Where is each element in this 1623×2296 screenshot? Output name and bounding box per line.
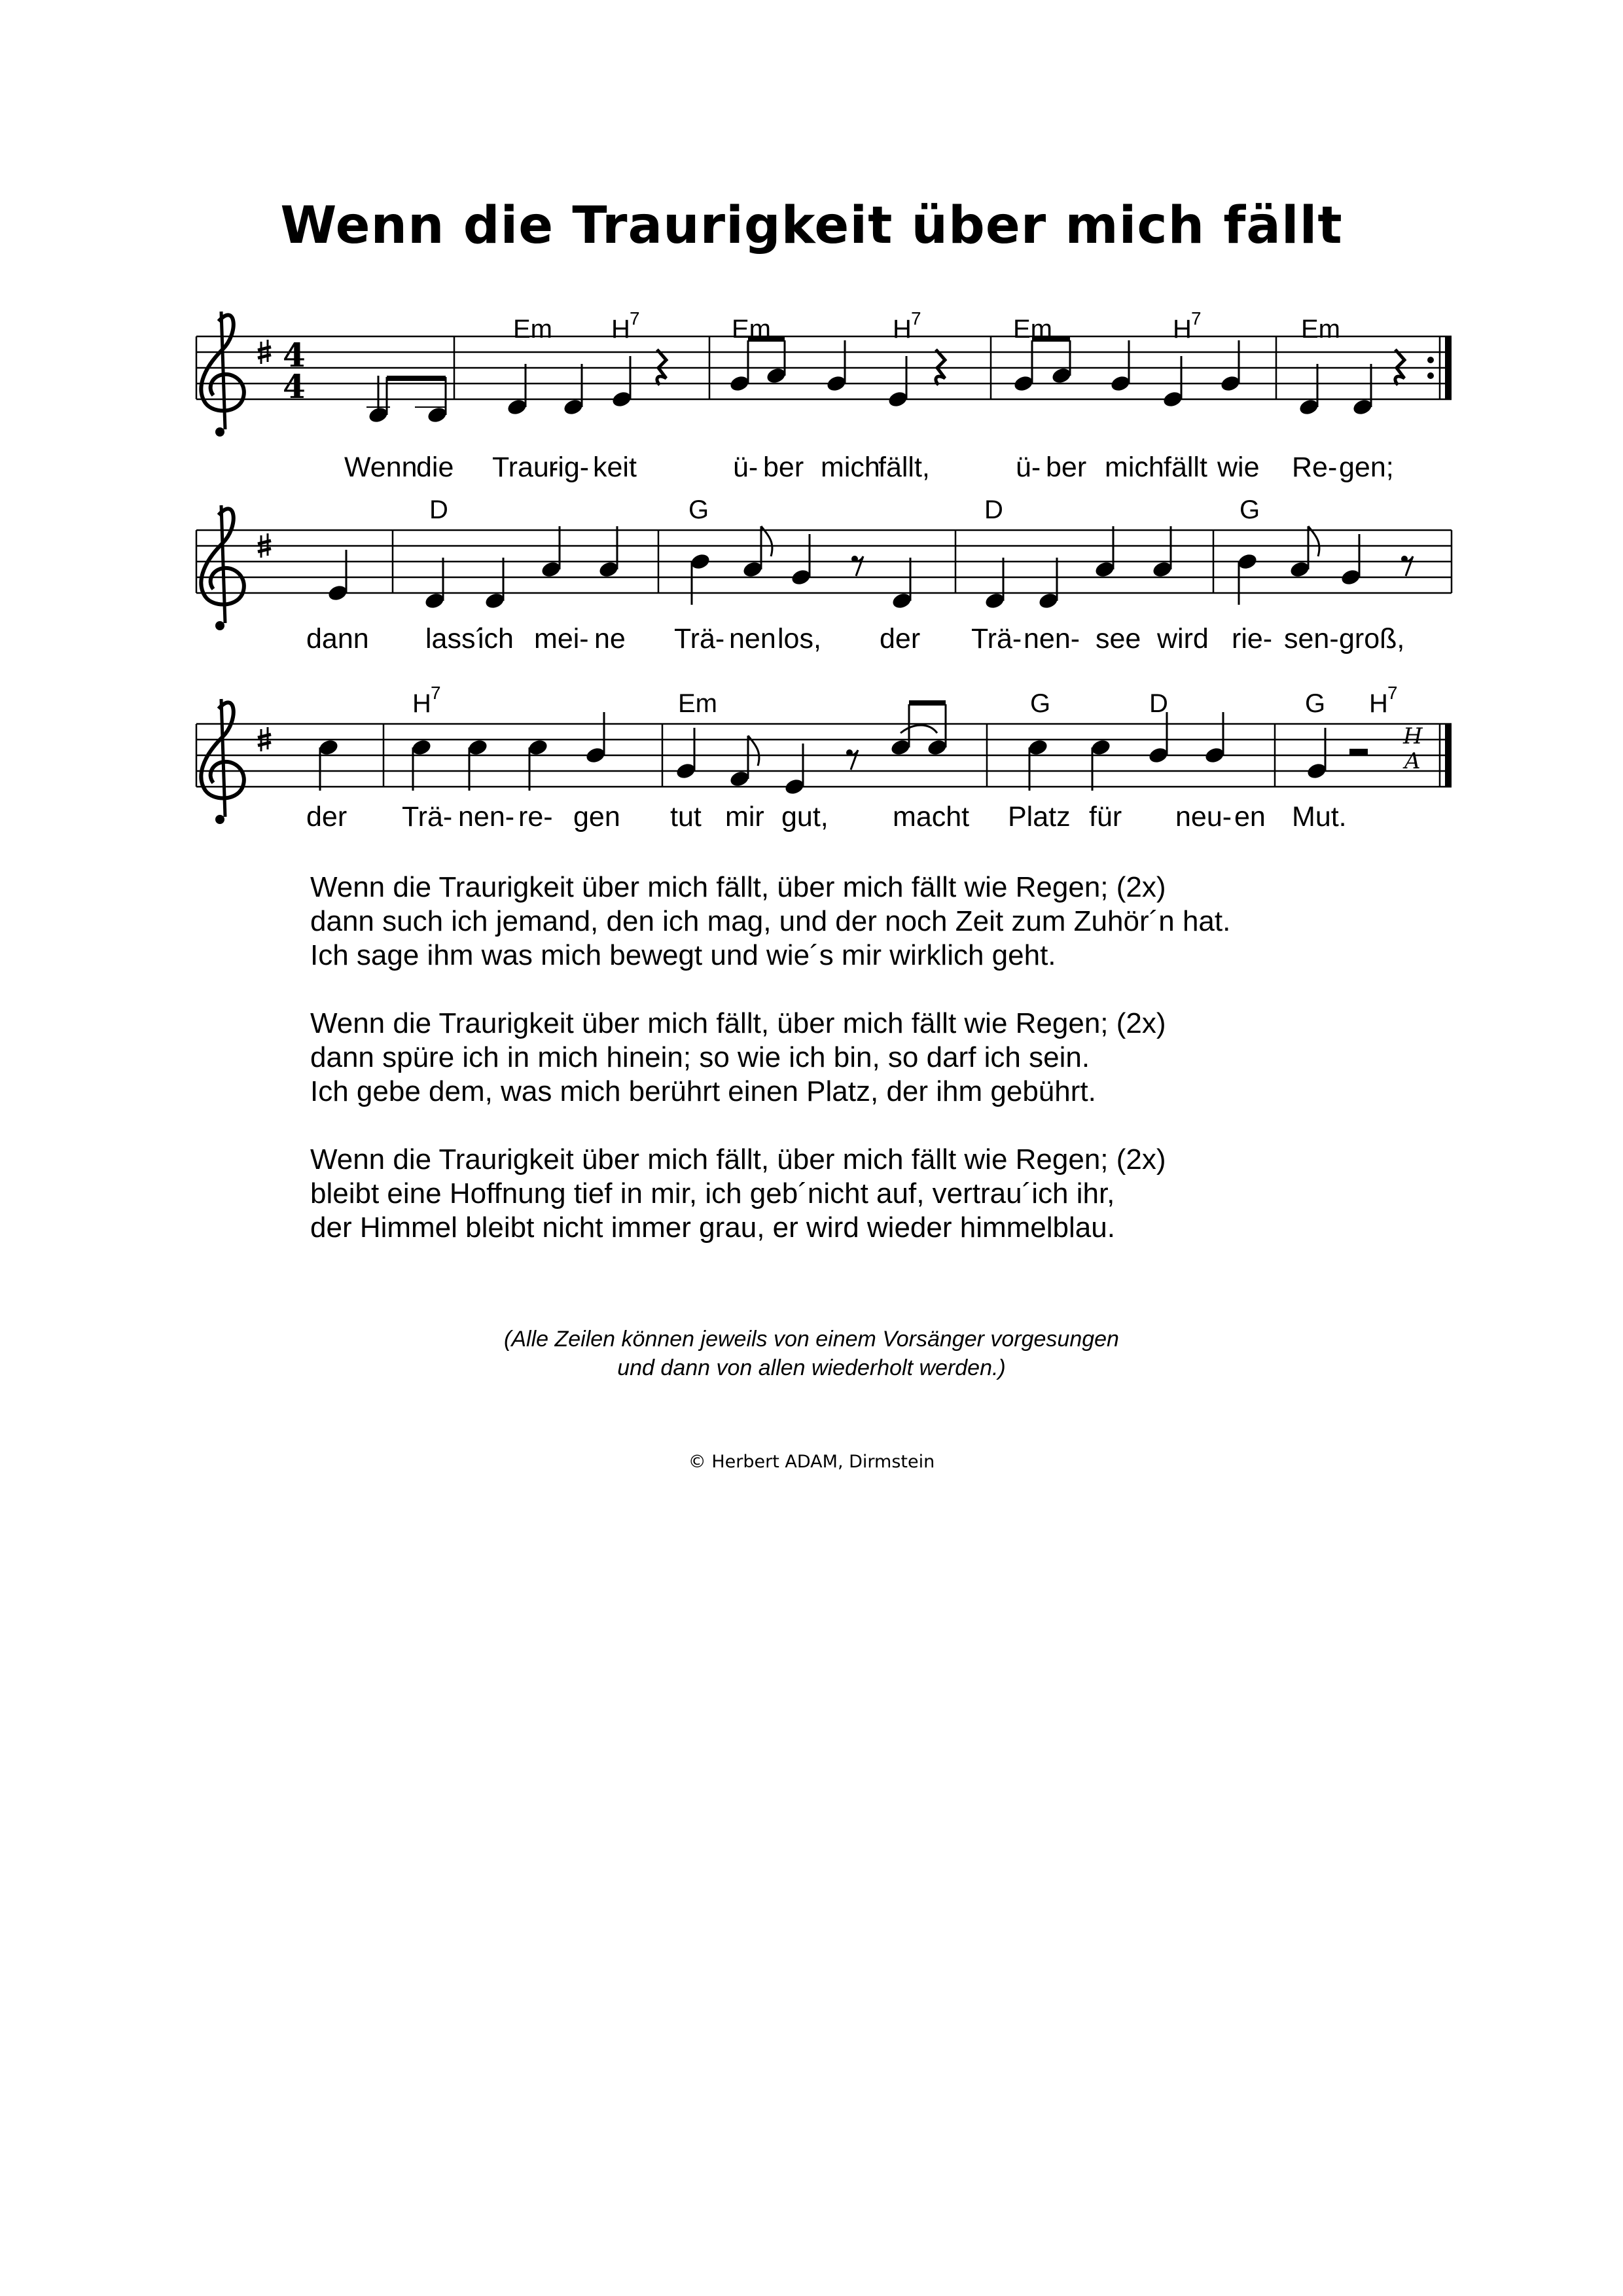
lyric: für — [1089, 801, 1122, 833]
verse-2 — [310, 1007, 1166, 1109]
lyric: nen- — [1024, 623, 1080, 655]
lyric: mir — [725, 801, 764, 833]
verse-3 — [310, 1143, 1166, 1245]
lyric: der — [880, 623, 921, 655]
chord-superscript: 7 — [431, 683, 441, 703]
performance-note-line: und dann von allen wiederholt werden.) — [617, 1355, 1006, 1380]
verse-line: der Himmel bleibt nicht immer grau, er wird wieder himmelblau. — [310, 1211, 1115, 1244]
lyric: rig- — [548, 452, 590, 483]
chord: H — [1369, 689, 1388, 718]
chord: D — [984, 495, 1003, 524]
copyright: © Herbert ADAM, Dirmstein — [688, 1452, 935, 1472]
lyric: Trä- — [674, 623, 725, 655]
volta-mark: H — [1403, 723, 1423, 749]
lyric: wie — [1217, 452, 1260, 483]
lyric: Trä- — [402, 801, 453, 833]
lyric: Mut. — [1292, 801, 1347, 833]
chord: Em — [732, 315, 771, 344]
chord-superscript: 7 — [911, 308, 921, 329]
staff-system-2 — [196, 495, 1452, 655]
lyric: dann — [306, 623, 369, 655]
treble-clef-icon — [201, 312, 243, 437]
lyric: mich — [1105, 452, 1164, 483]
chord: Em — [678, 689, 717, 718]
lyric: en — [1234, 801, 1266, 833]
lyric: lass´ — [425, 623, 485, 655]
lyric: gut, — [781, 801, 829, 833]
lyric: fällt — [1164, 452, 1207, 483]
staff-system-1 — [196, 308, 1452, 483]
chord: G — [1305, 689, 1326, 718]
lyric: Wenn — [344, 452, 418, 483]
lyric: mich — [821, 452, 880, 483]
chord: H — [1173, 315, 1192, 344]
chord-superscript: 7 — [1387, 683, 1398, 703]
lyric: tut — [670, 801, 702, 833]
lyric: wird — [1157, 623, 1209, 655]
time-sig-bottom: 4 — [283, 367, 306, 406]
staff-system-3 — [196, 683, 1452, 833]
verse-line: dann such ich jemand, den ich mag, und der noch Zeit zum Zuhör´n hat. — [310, 905, 1231, 937]
lyric: mei- — [534, 623, 589, 655]
verse-line: Wenn die Traurigkeit über mich fällt, über mich fällt wie Regen; (2x) — [310, 1143, 1166, 1175]
verse-line: Ich sage ihm was mich bewegt und wie´s mir wirklich geht. — [310, 939, 1056, 971]
lyric: ne — [594, 623, 626, 655]
verse-line: dann spüre ich in mich hinein; so wie ich bin, so darf ich sein. — [310, 1041, 1090, 1073]
chord: G — [688, 495, 709, 524]
notes-system-1 — [366, 336, 1404, 425]
chord-superscript: 7 — [630, 308, 640, 329]
lyric: fällt, — [878, 452, 930, 483]
song-title: Wenn die Traurigkeit über mich fällt — [280, 196, 1343, 255]
verse-line: bleibt eine Hoffnung tief in mir, ich geb´nicht auf, vertrau´ich ihr, — [310, 1177, 1115, 1210]
chord: G — [1030, 689, 1051, 718]
notes-system-3 — [317, 700, 1368, 797]
treble-clef-icon — [201, 505, 243, 630]
chord: H — [893, 315, 912, 344]
chord: D — [429, 495, 448, 524]
performance-note-line: (Alle Zeilen können jeweils von einem Vorsänger vorgesungen — [504, 1327, 1119, 1352]
lyric: nen- — [458, 801, 515, 833]
chord: H — [611, 315, 630, 344]
lyric: rie- — [1232, 623, 1273, 655]
performance-note — [0, 1325, 1623, 1382]
time-sig-top: 4 — [283, 336, 306, 374]
notes-system-2 — [327, 526, 1413, 611]
lyric: see — [1096, 623, 1141, 655]
lyric: groß, — [1339, 623, 1405, 655]
lyric: Trau- — [492, 452, 559, 483]
chord: Em — [513, 315, 552, 344]
verse-line: Ich gebe dem, was mich berührt einen Platz, der ihm gebührt. — [310, 1075, 1096, 1107]
lyric: ich — [478, 623, 514, 655]
lyric: neu- — [1175, 801, 1232, 833]
volta-mark: A — [1404, 748, 1421, 774]
chord: G — [1240, 495, 1260, 524]
verse-1 — [310, 870, 1230, 973]
lyric: los, — [777, 623, 821, 655]
lyric: macht — [893, 801, 970, 833]
lyric: ber — [1046, 452, 1087, 483]
verse-line: Wenn die Traurigkeit über mich fällt, über mich fällt wie Regen; (2x) — [310, 1007, 1166, 1039]
lyric: keit — [593, 452, 637, 483]
lyric: Platz — [1008, 801, 1071, 833]
lyric: Re- — [1292, 452, 1338, 483]
lyric: nen — [729, 623, 776, 655]
lyric: ü- — [733, 452, 758, 483]
lyric: Trä- — [971, 623, 1022, 655]
chord: D — [1149, 689, 1168, 718]
lyric: re- — [518, 801, 553, 833]
chord: Em — [1013, 315, 1052, 344]
lyric: gen — [573, 801, 620, 833]
lyric: der — [306, 801, 348, 833]
lyric: gen; — [1339, 452, 1394, 483]
verse-line: Wenn die Traurigkeit über mich fällt, über mich fällt wie Regen; (2x) — [310, 871, 1166, 903]
lyric: ber — [763, 452, 804, 483]
lyric: ü- — [1016, 452, 1041, 483]
chord-superscript: 7 — [1191, 308, 1202, 329]
chord: H — [412, 689, 431, 718]
sheet-music — [0, 0, 1623, 877]
treble-clef-icon — [201, 699, 243, 824]
lyric: die — [416, 452, 454, 483]
lyric: sen- — [1284, 623, 1339, 655]
chord: Em — [1301, 315, 1340, 344]
